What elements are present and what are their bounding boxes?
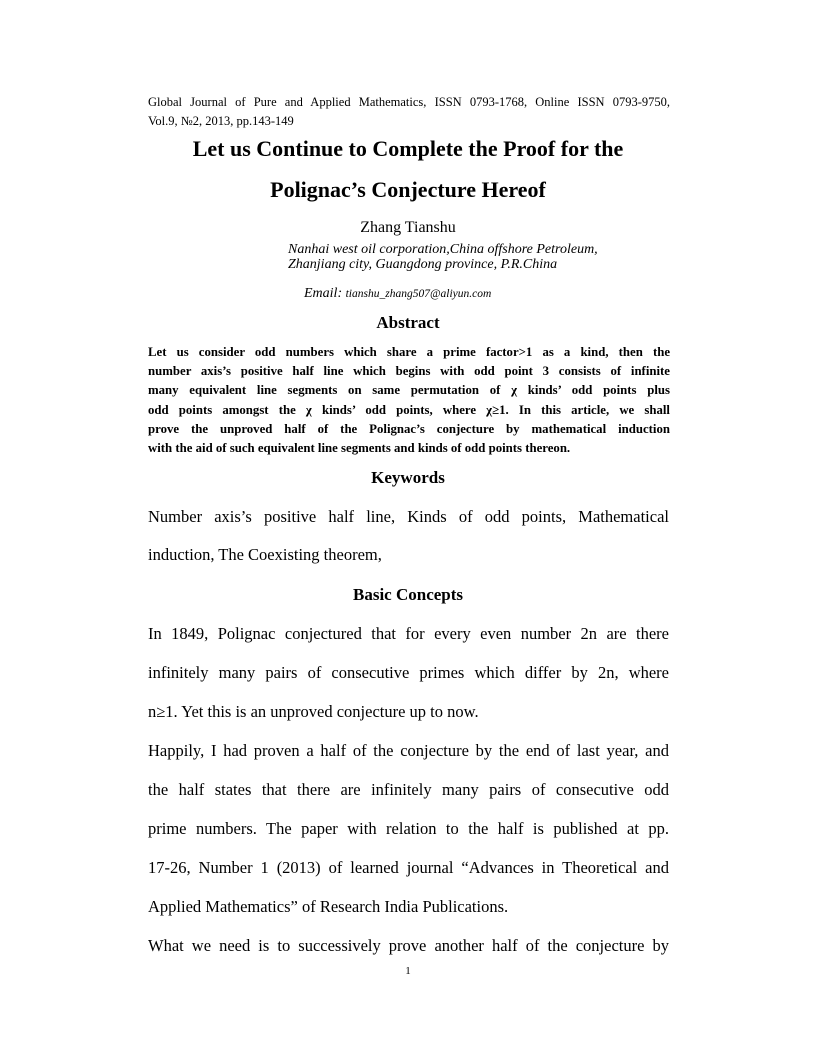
basic-concepts-heading: Basic Concepts [352, 585, 464, 604]
page-number: 1 [405, 965, 411, 977]
body-line: What we need is to successively prove another half of the conjecture by [148, 936, 669, 955]
abstract-line: Let us consider odd numbers which share a prime factor>1 as a kind, then the [148, 345, 670, 359]
keywords-heading: Keywords [371, 468, 445, 487]
abstract-line: prove the unproved half of the Polignac’s conjecture by mathematical induction [148, 421, 670, 436]
abstract-line: with the aid of such equivalent line segments and kinds of odd points thereon. [148, 441, 571, 456]
journal-citation-line1: Global Journal of Pure and Applied Mathematics, ISSN 0793-1768, Online ISSN 0793-9750, [148, 95, 670, 109]
author-name: Zhang Tianshu [360, 219, 456, 236]
paper-title-line2: Polignac’s Conjecture Hereof [270, 177, 546, 202]
keywords-line: Number axis’s positive half line, Kinds of odd points, Mathematical [148, 507, 669, 526]
author-email [304, 286, 491, 302]
body-line: Applied Mathematics” of Research India Publications. [148, 897, 509, 916]
journal-citation [148, 93, 670, 131]
journal-citation-line2: Vol.9, №2, 2013, pp.143-149 [148, 114, 294, 128]
email-label: Email: [304, 286, 343, 301]
abstract-heading: Abstract [376, 313, 440, 332]
abstract-line: number axis’s positive half line which begins with odd point 3 consists of infinite [148, 364, 670, 379]
body-line: prime numbers. The paper with relation to the half is published at pp. [148, 819, 669, 838]
body-line: n≥1. Yet this is an unproved conjecture up to now. [148, 702, 479, 721]
body-line: In 1849, Polignac conjectured that for every even number 2n are there [148, 624, 669, 643]
abstract-line: many equivalent line segments on same permutation of χ kinds’ odd points plus [148, 383, 670, 398]
paper-title-line1: Let us Continue to Complete the Proof for the [192, 136, 624, 161]
affiliation-line1: Nanhai west oil corporation,China offshore Petroleum, [288, 242, 598, 257]
body-line: infinitely many pairs of consecutive primes which differ by 2n, where [148, 663, 669, 682]
body-line: Happily, I had proven a half of the conjecture by the end of last year, and [148, 741, 669, 760]
abstract-body [148, 343, 670, 458]
body-line: the half states that there are infinitely many pairs of consecutive odd [148, 780, 669, 799]
author-affiliation [288, 242, 688, 272]
abstract-line: odd points amongst the χ kinds’ odd points, where χ≥1. In this article, we shall [148, 402, 670, 417]
email-address: tianshu_zhang507@aliyun.com [345, 288, 492, 300]
keywords-line: induction, The Coexisting theorem, [148, 545, 382, 564]
body-line: 17-26, Number 1 (2013) of learned journal “Advances in Theoretical and [148, 858, 669, 877]
affiliation-line2: Zhanjiang city, Guangdong province, P.R.China [288, 257, 558, 272]
